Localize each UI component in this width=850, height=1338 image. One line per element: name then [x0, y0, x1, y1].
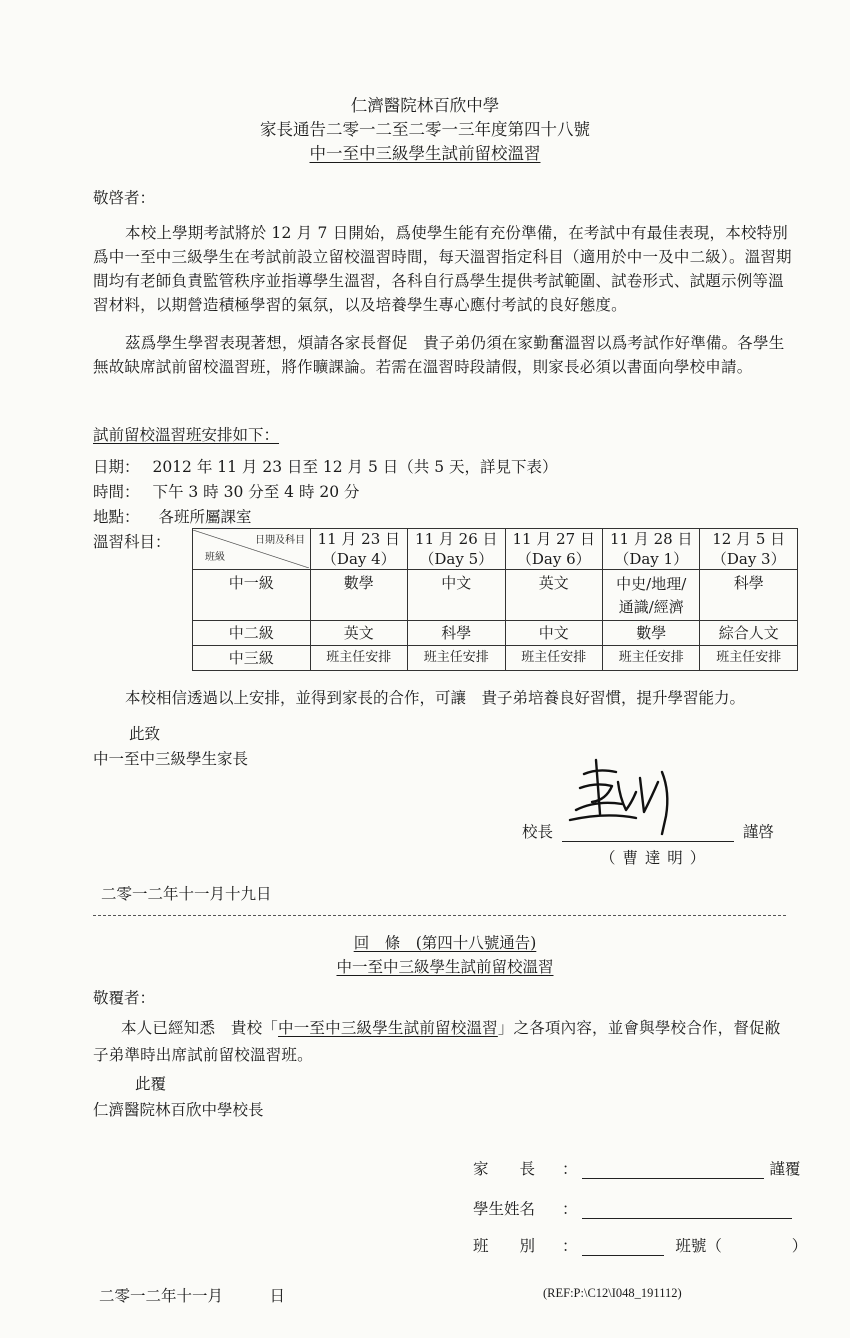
notice-number: 家長通告二零一二至二零一三年度第四十八號 — [260, 120, 590, 139]
day-header: 11 月 26 日 （Day 5） — [408, 529, 505, 570]
subject-cell: 數學 — [310, 570, 407, 621]
table-header-row — [193, 529, 798, 570]
day-header: 12 月 5 日 （Day 3） — [700, 529, 798, 570]
reply-paragraph: 本人已經知悉 貴校「中一至中三級學生試前留校溫習」之各項內容，並會與學校合作，督促敝子弟準時出席試前留校溫習班。 — [93, 1019, 781, 1064]
header — [0, 94, 850, 166]
body-paragraph-1: 本校上學期考試將於 12 月 7 日開始，爲使學生能有充份準備，在考試中有最佳表現，本校特別爲中一至中三級學生在考試前設立留校溫習時間，每天溫習指定科目（適用於中一及中二級）。溫習期間均有老師負責監管秩序並指導學生溫習，各科自行爲學生提供考試範圍、試卷形式、試題示例等溫習材料，以期營造積極學習的氣氛，以及培養學生專心應付考試的良好態度。 — [93, 224, 792, 314]
subject-cell: 中文 — [505, 621, 602, 646]
class-row: 班 別 ： 班號（ ） — [473, 1237, 808, 1255]
level-cell: 中三級 — [193, 646, 311, 671]
jin-fu: 謹覆 — [769, 1160, 801, 1178]
table-row — [193, 646, 798, 671]
student-name-label: 學生姓名 — [473, 1200, 536, 1218]
day-header: 11 月 28 日 （Day 1） — [602, 529, 699, 570]
subject-cell: 英文 — [310, 621, 407, 646]
subject-cell: 班主任安排 — [408, 646, 505, 671]
day-header: 11 月 27 日 （Day 6） — [505, 529, 602, 570]
subjects-label: 溫習科目： — [93, 533, 171, 551]
table-corner-cell — [193, 529, 311, 570]
notice-date: 二零一二年十一月十九日 — [101, 885, 272, 903]
venue-value: 各班所屬課室 — [158, 508, 252, 526]
level-cell: 中一級 — [193, 570, 311, 621]
subject-cell: 科學 — [408, 621, 505, 646]
parent-row: 家 長 ： 謹覆 — [473, 1160, 801, 1178]
level-cell: 中二級 — [193, 621, 311, 646]
class-field[interactable] — [582, 1255, 664, 1256]
arrangement-heading: 試前留校溫習班安排如下： — [93, 426, 280, 444]
time-row — [93, 480, 360, 502]
table-row — [193, 570, 798, 621]
parent-signature-field[interactable] — [582, 1178, 764, 1179]
recipient: 中一至中三級學生家長 — [93, 750, 249, 768]
subject-cell: 中史/地理/ 通識/經濟 — [602, 570, 699, 621]
student-row: 學生姓名 ： — [473, 1197, 792, 1219]
reply-recipient: 仁濟醫院林百欣中學校長 — [93, 1101, 264, 1119]
day-header: 11 月 23 日 （Day 4） — [310, 529, 407, 570]
subject-cell: 中文 — [408, 570, 505, 621]
schedule-table — [192, 528, 798, 671]
subject-cell: 班主任安排 — [602, 646, 699, 671]
cut-line — [93, 915, 786, 916]
notice-subject: 中一至中三級學生試前留校溫習 — [309, 144, 541, 163]
salutation: 敬啓者： — [93, 189, 156, 207]
class-no-label: 班號（ — [675, 1237, 722, 1255]
subject-cell: 班主任安排 — [310, 646, 407, 671]
principal-line — [522, 820, 774, 842]
reply-title: 回 條 (第四十八號通告) — [353, 934, 537, 952]
subject-cell: 英文 — [505, 570, 602, 621]
parent-label: 家 長 — [473, 1160, 536, 1178]
corner-top-label: 日期及科目 — [255, 535, 305, 546]
reply-subject: 中一至中三級學生試前留校溫習 — [336, 958, 554, 976]
reference-code: (REF:P:\C12\I048_191112) — [543, 1286, 682, 1300]
body-paragraph-2: 茲爲學生學習表現著想，煩請各家長督促 貴子弟仍須在家勤奮溫習以爲考試作好準備。各學生無故缺席試前留校溫習班，將作曠課論。若需在溫習時段請假，則家長必須以書面向學校申請。 — [93, 334, 785, 376]
time-value: 下午 3 時 30 分至 4 時 20 分 — [152, 483, 360, 501]
closing-paragraph: 本校相信透過以上安排，並得到家長的合作，可讓 貴子弟培養良好習慣，提升學習能力。 — [125, 689, 746, 707]
date-value: 2012 年 11 月 23 日至 12 月 5 日（共 5 天，詳見下表） — [152, 458, 558, 476]
reply-header — [0, 931, 850, 979]
ci-fu: 此覆 — [135, 1075, 167, 1093]
student-name-field[interactable] — [582, 1218, 792, 1219]
principal-name: （ 曹 達 明 ） — [600, 849, 707, 867]
subject-cell: 班主任安排 — [700, 646, 798, 671]
school-name: 仁濟醫院林百欣中學 — [350, 96, 500, 115]
jin-qi: 謹啓 — [742, 823, 774, 841]
venue-row — [93, 505, 251, 527]
class-label: 班 別 — [473, 1237, 536, 1255]
date-row — [93, 455, 558, 477]
reply-salutation: 敬覆者： — [93, 989, 156, 1007]
table-row — [193, 621, 798, 646]
principal-label: 校長 — [522, 823, 554, 841]
ci-zhi: 此致 — [129, 725, 161, 743]
venue-label: 地點： — [93, 508, 140, 526]
subject-cell: 綜合人文 — [700, 621, 798, 646]
signature-line — [562, 841, 734, 842]
reply-date: 二零一二年十一月 日 — [99, 1287, 286, 1305]
subject-cell: 科學 — [700, 570, 798, 621]
subject-cell: 班主任安排 — [505, 646, 602, 671]
time-label: 時間： — [93, 483, 140, 501]
date-label: 日期： — [93, 458, 140, 476]
corner-bottom-label: 班級 — [205, 552, 225, 563]
subject-cell: 數學 — [602, 621, 699, 646]
